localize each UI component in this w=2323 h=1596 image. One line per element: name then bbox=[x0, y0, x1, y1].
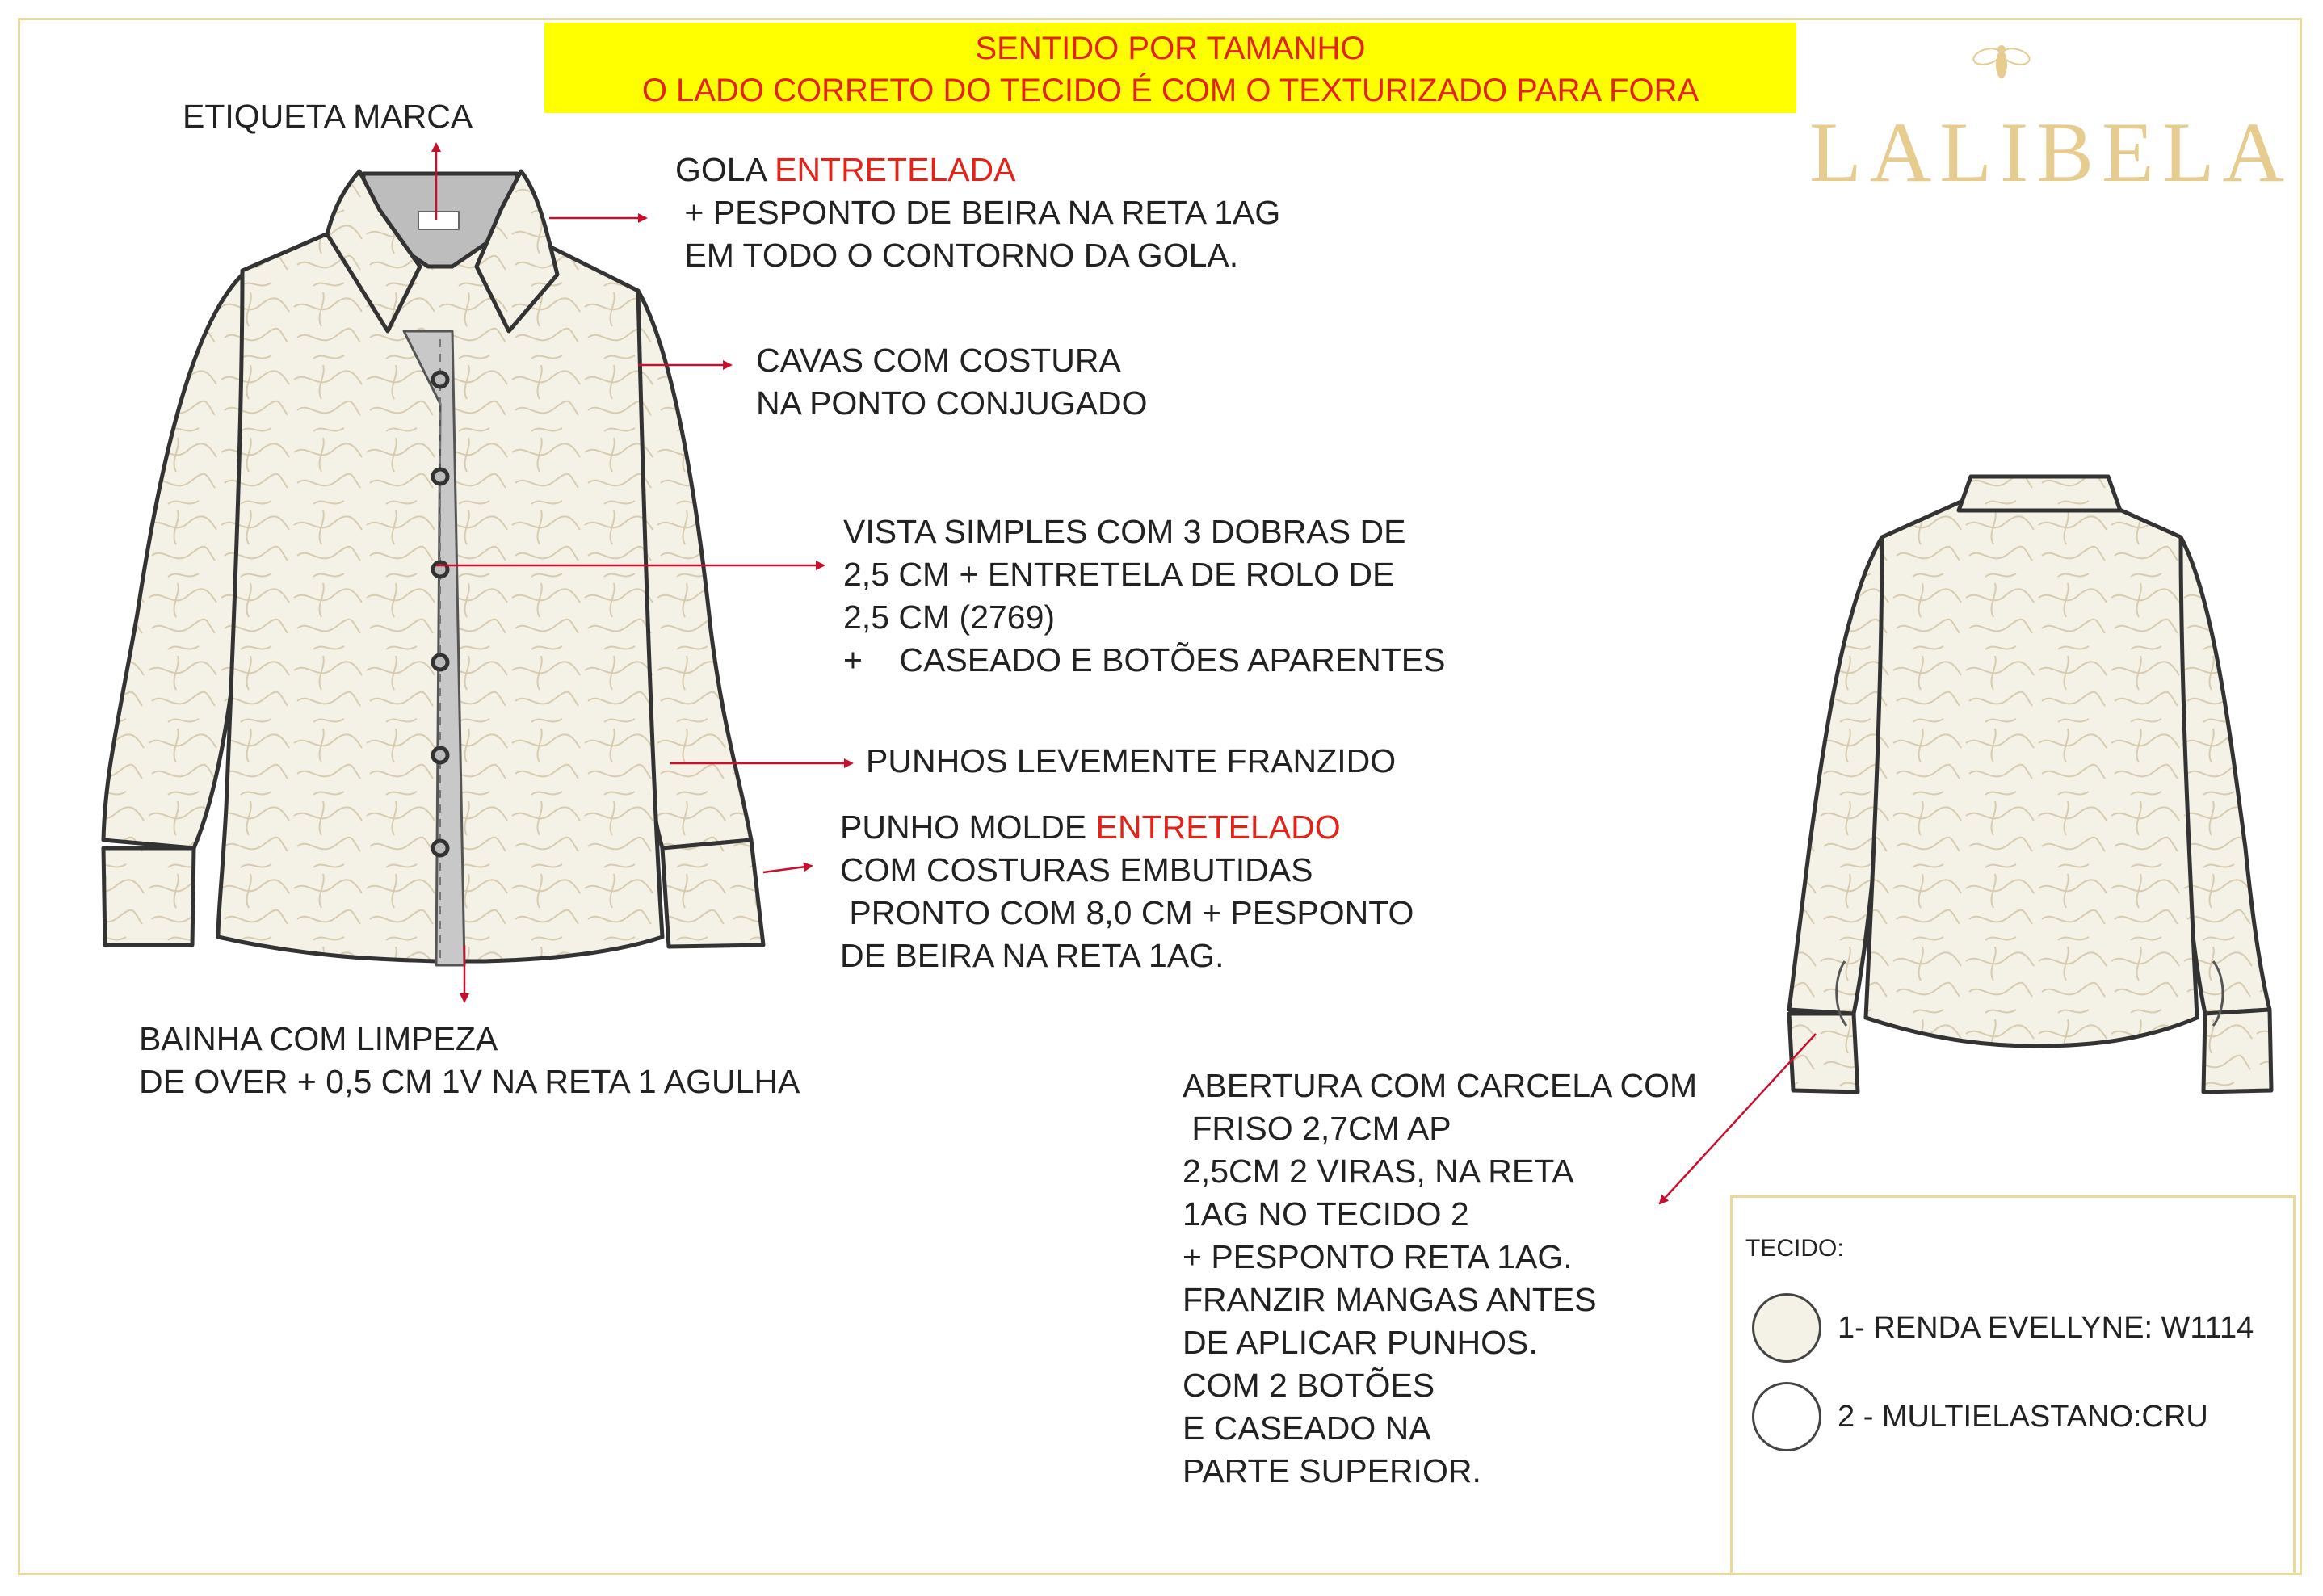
front-right-cuff bbox=[662, 840, 763, 947]
note-abertura-line: DE APLICAR PUNHOS. bbox=[1183, 1324, 1538, 1361]
front-button bbox=[433, 841, 447, 855]
brand-label bbox=[418, 212, 459, 229]
banner-line-1: SENTIDO POR TAMANHO bbox=[975, 31, 1366, 66]
back-collar bbox=[1959, 477, 2120, 510]
note-vista-line1: VISTA SIMPLES COM 3 DOBRAS DE bbox=[843, 513, 1406, 550]
note-cavas bbox=[756, 339, 1147, 425]
note-gola-prefix: GOLA bbox=[675, 151, 775, 188]
legend-title: TECIDO: bbox=[1745, 1235, 1844, 1262]
legend-item-2: 2 - MULTIELASTANO:CRU bbox=[1838, 1400, 2208, 1434]
front-button bbox=[433, 469, 447, 484]
note-abertura-line: FRISO 2,7CM AP bbox=[1183, 1110, 1451, 1147]
note-gola-line2: + PESPONTO DE BEIRA NA RETA 1AG bbox=[675, 194, 1281, 231]
arrow-punho-molde bbox=[763, 866, 812, 872]
note-abertura bbox=[1183, 1065, 1697, 1493]
note-bainha bbox=[139, 1018, 800, 1103]
front-button bbox=[433, 655, 447, 670]
note-abertura-line: E CASEADO NA bbox=[1183, 1409, 1431, 1447]
front-shirt bbox=[103, 171, 763, 965]
front-button bbox=[433, 748, 447, 762]
front-button bbox=[433, 562, 447, 577]
lace-swatch-icon bbox=[1752, 1293, 1821, 1363]
front-left-cuff bbox=[103, 848, 194, 945]
note-abertura-line: PARTE SUPERIOR. bbox=[1183, 1452, 1481, 1489]
note-vista bbox=[843, 510, 1445, 682]
note-punho-line4: DE BEIRA NA RETA 1AG. bbox=[840, 937, 1225, 974]
back-shirt bbox=[1789, 477, 2271, 1092]
note-abertura-line: ABERTURA COM CARCELA COM bbox=[1183, 1067, 1698, 1104]
plain-swatch-icon bbox=[1752, 1382, 1821, 1451]
note-bainha-line2: DE OVER + 0,5 CM 1V NA RETA 1 AGULHA bbox=[139, 1063, 800, 1100]
note-punhos: PUNHOS LEVEMENTE FRANZIDO bbox=[866, 742, 1397, 779]
note-abertura-line: COM 2 BOTÕES bbox=[1183, 1367, 1435, 1404]
brand-logo: LALIBELA bbox=[1809, 105, 2293, 200]
note-punho-line2: COM COSTURAS EMBUTIDAS bbox=[840, 851, 1313, 888]
front-left-sleeve bbox=[103, 275, 242, 848]
note-vista-line3: 2,5 CM (2769) bbox=[843, 598, 1056, 636]
note-gola bbox=[675, 149, 1280, 277]
note-abertura-line: 1AG NO TECIDO 2 bbox=[1183, 1195, 1469, 1233]
note-vista-line4: + CASEADO E BOTÕES APARENTES bbox=[843, 641, 1446, 678]
note-punho-line3: PRONTO COM 8,0 CM + PESPONTO bbox=[840, 894, 1414, 931]
note-abertura-line: 2,5CM 2 VIRAS, NA RETA bbox=[1183, 1153, 1574, 1190]
note-etiqueta: ETIQUETA MARCA bbox=[183, 98, 473, 135]
note-gola-highlight: ENTRETELADA bbox=[775, 151, 1016, 188]
note-cavas-line2: NA PONTO CONJUGADO bbox=[756, 384, 1148, 422]
note-vista-line2: 2,5 CM + ENTRETELA DE ROLO DE bbox=[843, 556, 1395, 593]
banner-line-2: O LADO CORRETO DO TECIDO É COM O TEXTURIZADO PARA FORA bbox=[641, 73, 1699, 108]
note-abertura-line: FRANZIR MANGAS ANTES bbox=[1183, 1281, 1597, 1318]
note-punho-prefix: PUNHO MOLDE bbox=[840, 808, 1096, 846]
note-punho-molde bbox=[840, 806, 1414, 977]
fabric-legend bbox=[1730, 1195, 2296, 1575]
front-button bbox=[433, 372, 447, 387]
note-abertura-line: + PESPONTO RETA 1AG. bbox=[1183, 1238, 1573, 1275]
back-right-cuff bbox=[2203, 1010, 2271, 1092]
back-body bbox=[1866, 501, 2197, 1046]
note-bainha-line1: BAINHA COM LIMPEZA bbox=[139, 1020, 498, 1057]
note-gola-line3: EM TODO O CONTORNO DA GOLA. bbox=[675, 237, 1239, 274]
note-cavas-line1: CAVAS COM COSTURA bbox=[756, 342, 1121, 379]
legend-item-1: 1- RENDA EVELLYNE: W1114 bbox=[1838, 1311, 2254, 1345]
note-punho-highlight: ENTRETELADO bbox=[1095, 808, 1341, 846]
